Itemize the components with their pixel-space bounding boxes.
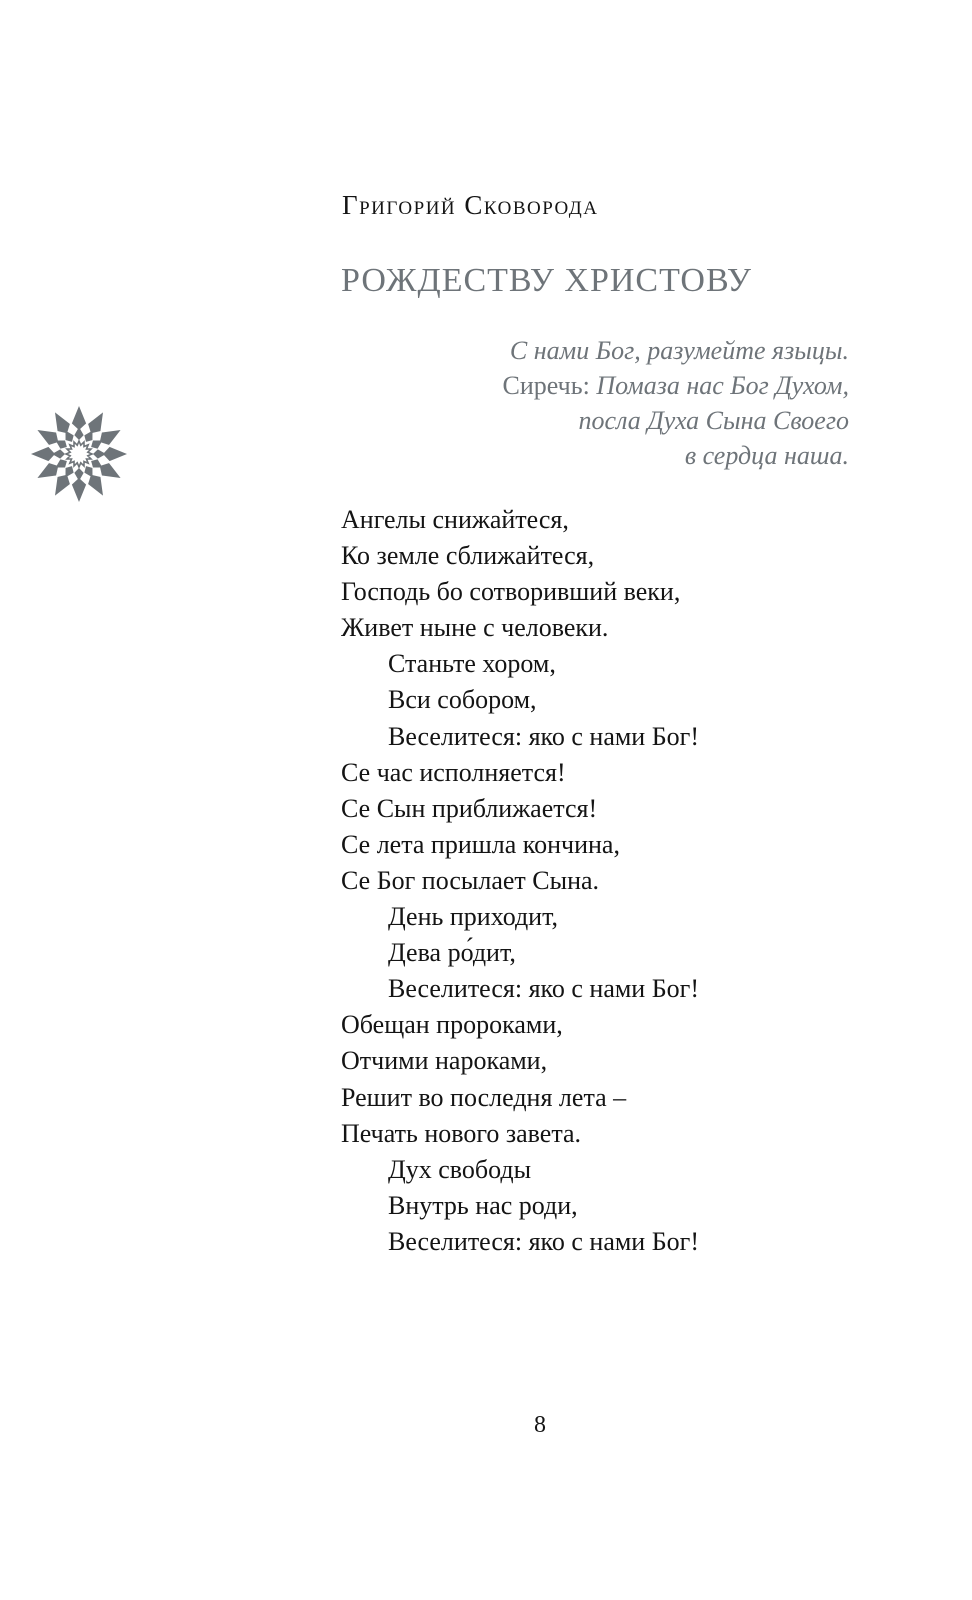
poem-title: РОЖДЕСТВУ ХРИСТОВУ	[341, 262, 752, 299]
refrain-line: День приходит,	[388, 902, 559, 932]
poem-line: Ко земле сближайтеся,	[341, 541, 595, 571]
epigraph-line: в сердца наша.	[684, 441, 849, 470]
poem-line: Обещан пророками,	[341, 1010, 563, 1040]
refrain-line: Вси собором,	[388, 685, 537, 715]
refrain-line: Станьте хором,	[388, 649, 556, 679]
poem-line: Ангелы снижайтеся,	[341, 505, 569, 534]
epigraph-line: С нами Бог, разумейте языцы.	[509, 336, 849, 365]
poem-line: Господь бо сотворивший веки,	[341, 577, 681, 607]
epigraph-line	[503, 368, 850, 403]
poem-line: Се лета пришла кончина,	[341, 829, 620, 859]
poem-line: Се час исполняется!	[341, 757, 566, 787]
epigraph	[503, 333, 850, 473]
poem-line: Печать нового завета.	[341, 1118, 582, 1148]
refrain-line: Внутрь нас роди,	[388, 1190, 578, 1220]
refrain-line: Веселитеся: яко с нами Бог!	[388, 974, 699, 1004]
epigraph-prefix: Сиречь:	[502, 371, 597, 400]
poem-line: Отчими нароками,	[341, 1046, 548, 1076]
poem-body	[341, 502, 699, 1260]
refrain-line: Веселитеся: яко с нами Бог!	[388, 721, 699, 751]
author-name: Григорий Сковорода	[342, 190, 599, 220]
refrain-line: Дух свободы	[388, 1154, 532, 1184]
refrain-line: Дева ро́дит,	[388, 938, 516, 968]
poem-line: Решит во последня лета –	[341, 1082, 627, 1112]
refrain-line: Веселитеся: яко с нами Бог!	[388, 1226, 699, 1256]
page-number: 8	[534, 1412, 546, 1438]
epigraph-text: Помаза нас Бог Духом,	[596, 371, 849, 400]
poem-line: Се Сын приближается!	[341, 793, 598, 823]
poem-line: Живет ныне с человеки.	[341, 613, 609, 643]
star-burst-ornament-icon	[30, 405, 128, 503]
epigraph-line: посла Духа Сына Своего	[578, 406, 849, 435]
poem-line: Се Бог посылает Сына.	[341, 865, 600, 895]
